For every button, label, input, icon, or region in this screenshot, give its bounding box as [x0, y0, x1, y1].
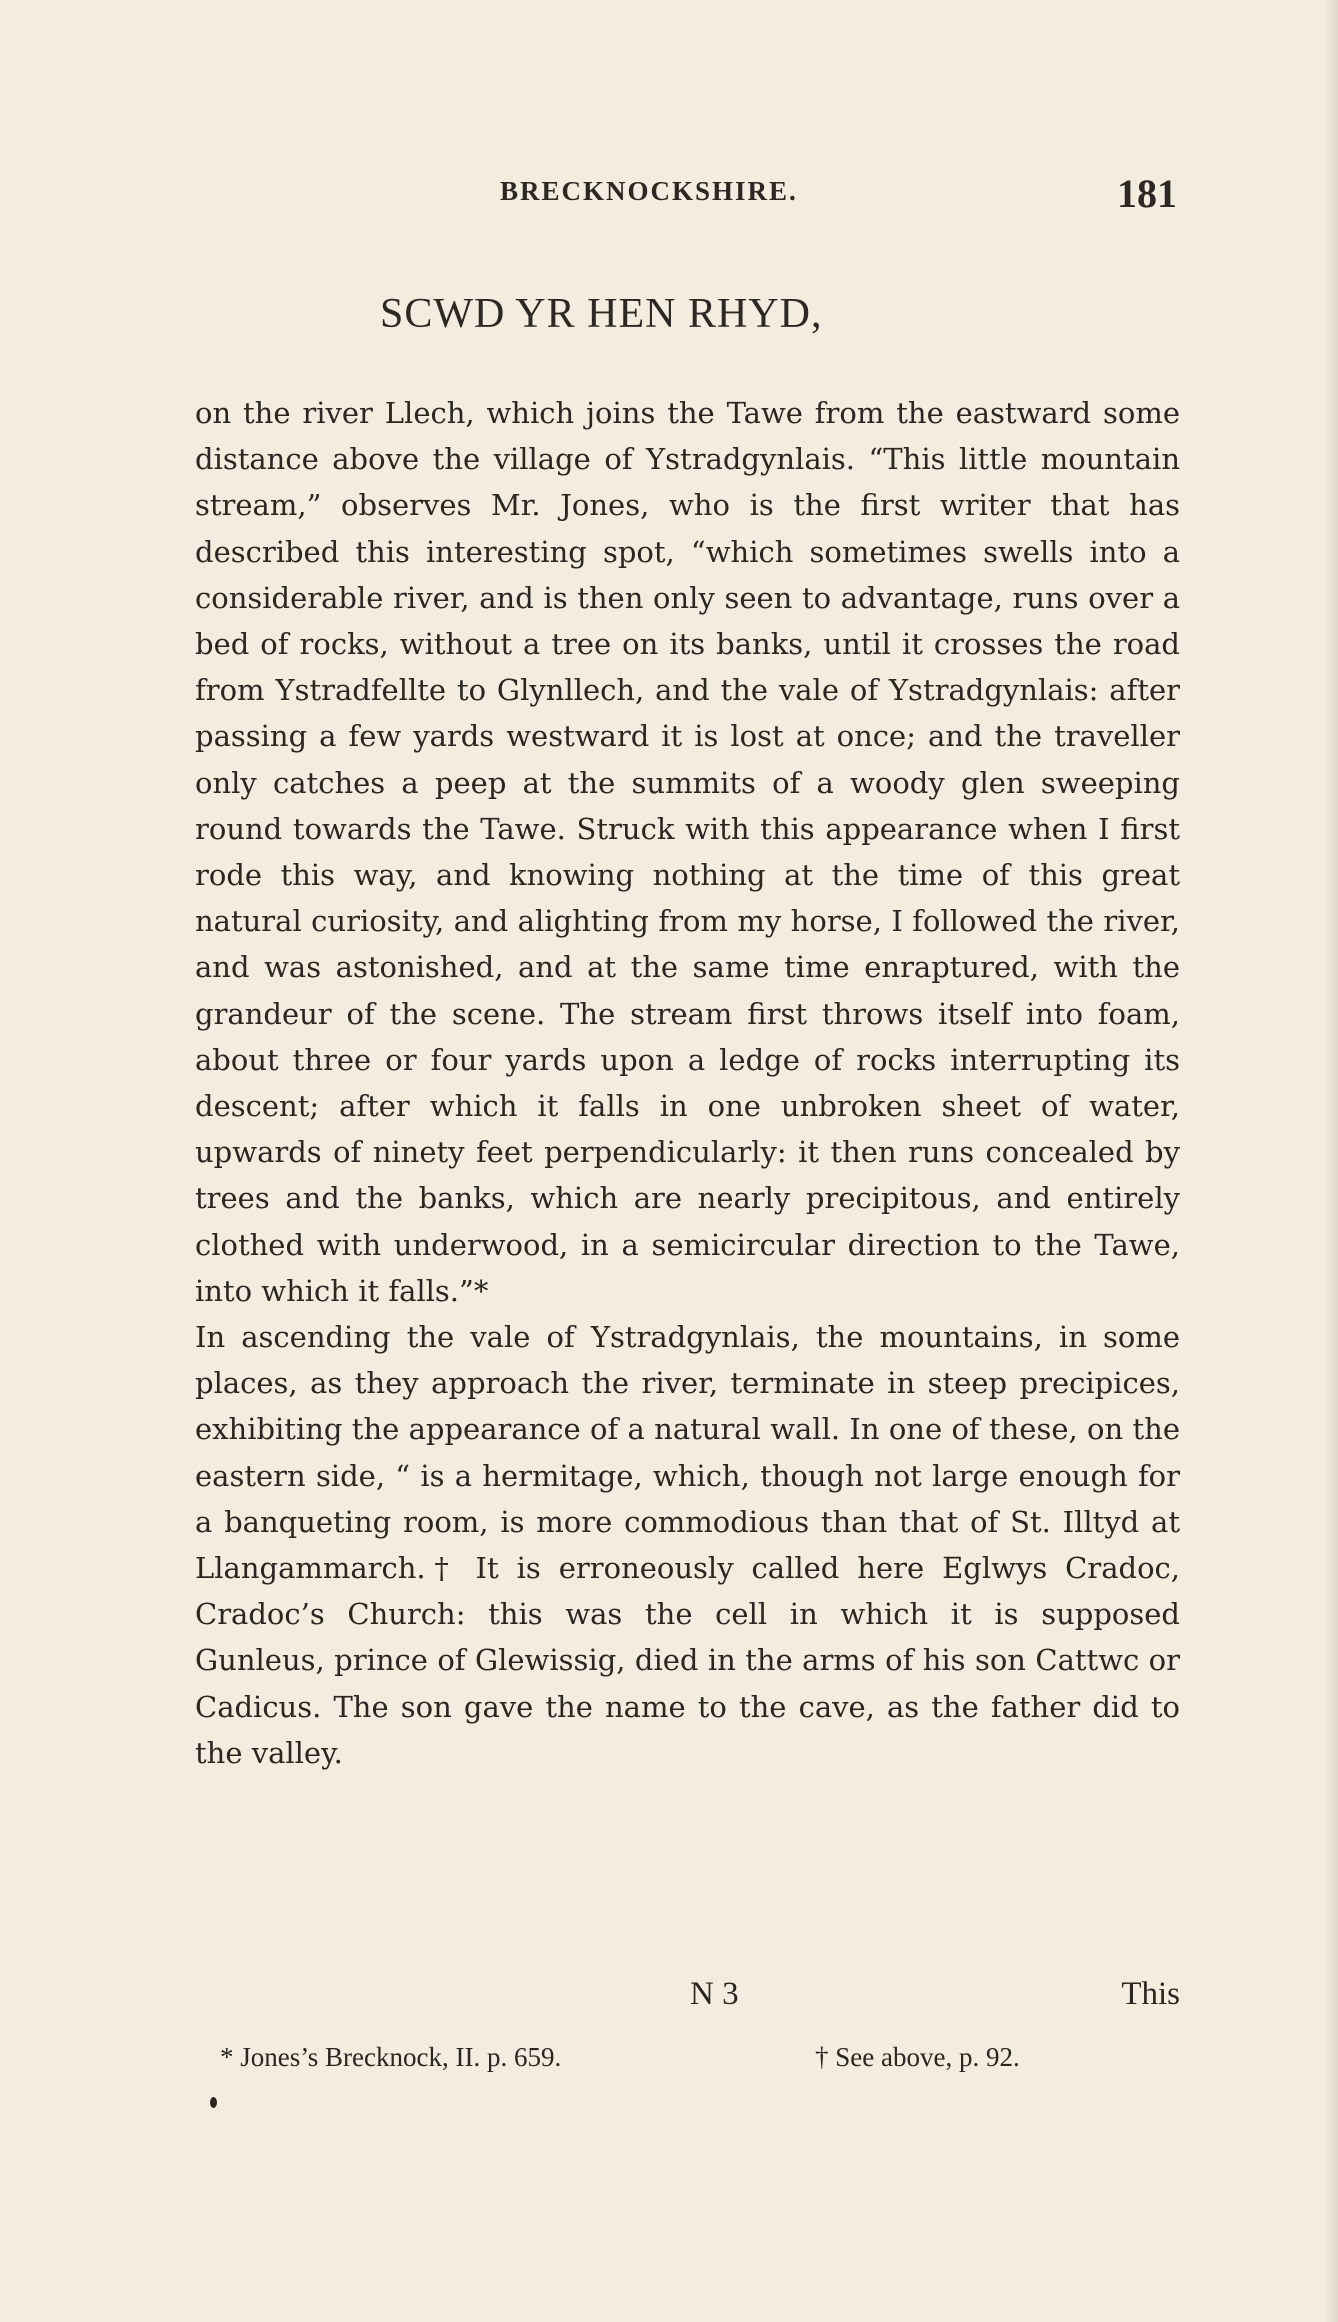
paragraph-2: In ascending the vale of Ystradgynlais, the mountains, in some places, as they approach the river, terminate in steep precipices, exhibiting the appearance of a natural wall. In one of these, on the eastern side, “ is a hermitage, which, though not large enough for a banqueting room, is more commodious than that of St. Illtyd at Llangammarch.† It is erroneously called here Eglwys Cradoc, Cradoc’s Church: this was the cell in which it is supposed Gunleus, prince of Glewissig, died in the arms of his son Cattwc or Cadicus. The son gave the name to the cave, as the father did to the valley. — [195, 1320, 1180, 1770]
catchword: This — [1121, 1976, 1180, 2012]
paragraph-1: on the river Llech, which joins the Tawe from the eastward some distance above the village of Ystradgynlais. “This little mountain stream,” observes Mr. Jones, who is the first writer that has described this interesting spot, “which sometimes swells into a considerable river, and is then only seen to advantage, runs over a bed of rocks, without a tree on its banks, until it crosses the road from Ystradfellte to Glynllech, and the vale of Ystradgynlais: after passing a few yards westward it is lost at once; and the traveller only catches a peep at the summits of a woody glen sweeping round towards the Tawe. Struck with this appearance when I first rode this way, and knowing nothing at the time of this great natural curiosity, and alighting from my horse, I followed the river, and was astonished, and at the same time enraptured, with the grandeur of the scene. The stream first throws itself into foam, about three or four yards upon a ledge of rocks interrupting its descent; after which it falls in one unbroken sheet of water, upwards of ninety feet perpendicularly: it then runs concealed by trees and the banks, which are nearly precipitous, and entirely clothed with underwood, in a semicircular direction to the Tawe, into which it falls.”* — [195, 396, 1180, 1308]
footnote: † See above, p. 92. — [815, 2042, 1020, 2072]
page-number: 181 — [1117, 171, 1177, 216]
signature-line — [195, 1976, 1180, 2026]
footnote: * Jones’s Brecknock, II. p. 659. — [220, 2042, 562, 2072]
page-edge-shadow — [1324, 0, 1338, 2322]
footnotes — [200, 2042, 1180, 2082]
ink-spot — [210, 2097, 217, 2108]
signature-mark: N 3 — [690, 1976, 739, 2012]
section-title: SCWD YR HEN RHYD, — [380, 291, 823, 337]
running-head: BRECKNOCKSHIRE. — [500, 176, 798, 206]
body-text — [195, 390, 1180, 1776]
